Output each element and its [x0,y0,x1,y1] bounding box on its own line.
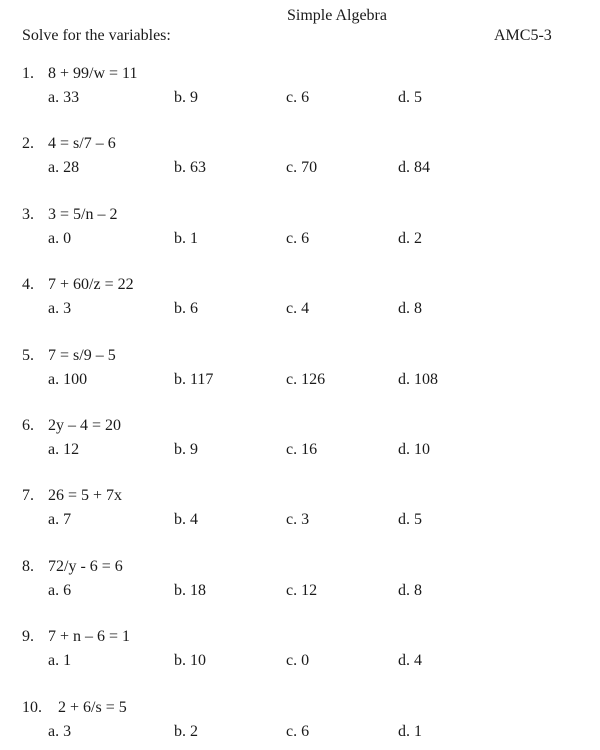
question-5 [0,347,600,397]
answer-option-b: b. 4 [174,511,198,529]
question-1 [0,65,600,115]
answer-option-a: a. 3 [48,722,72,740]
answer-option-c: c. 16 [286,441,318,458]
question-number: 8. [22,557,34,575]
answer-option-a: a. 3 [48,300,72,318]
answer-option-c: c. 126 [286,370,326,388]
worksheet-title: Simple Algebra [287,7,387,24]
question-number: 9. [22,628,34,646]
answer-option-b: b. 10 [174,652,206,670]
question-3 [0,206,600,256]
question-number: 6. [22,417,34,434]
answer-option-d: d. 108 [398,370,438,388]
answer-option-d: d. 4 [398,652,422,670]
question-number: 2. [22,135,34,153]
question-equation: 2 + 6/s = 5 [58,698,127,716]
question-equation: 4 = s/7 – 6 [48,135,116,153]
answer-option-d: d. 1 [398,722,422,740]
answer-option-c: c. 70 [286,159,318,177]
question-equation: 8 + 99/w = 11 [48,65,138,82]
question-equation: 7 = s/9 – 5 [48,346,116,364]
answer-option-b: b. 2 [174,722,198,740]
answer-option-c: c. 6 [286,722,310,740]
answer-option-b: b. 6 [174,300,198,318]
answer-option-c: c. 0 [286,652,310,670]
answer-option-a: a. 33 [48,89,80,106]
answer-option-a: a. 7 [48,511,72,529]
answer-option-d: d. 8 [398,300,422,318]
question-equation: 72/y - 6 = 6 [48,557,123,575]
question-number: 5. [22,346,34,364]
question-number: 10. [22,698,42,716]
question-number: 4. [22,276,34,294]
question-6 [0,417,600,467]
question-equation: 26 = 5 + 7x [48,487,123,505]
question-7 [0,487,600,537]
question-9 [0,628,600,678]
answer-option-a: a. 100 [48,370,88,388]
answer-option-a: a. 1 [48,652,72,670]
answer-option-d: d. 2 [398,229,422,247]
instructions: Solve for the variables: [22,27,171,44]
answer-option-d: d. 5 [398,511,422,529]
answer-option-b: b. 1 [174,229,198,247]
answer-option-c: c. 3 [286,511,310,529]
answer-option-a: a. 0 [48,229,72,247]
question-number: 1. [22,65,34,82]
question-number: 3. [22,205,34,223]
question-4 [0,276,600,326]
answer-option-c: c. 6 [286,229,310,247]
question-equation: 2y – 4 = 20 [48,417,122,434]
question-8 [0,558,600,608]
answer-option-a: a. 28 [48,159,80,177]
answer-option-b: b. 9 [174,441,198,458]
question-equation: 3 = 5/n – 2 [48,205,118,223]
answer-option-c: c. 12 [286,581,318,599]
answer-option-d: d. 10 [398,441,430,458]
answer-option-b: b. 63 [174,159,206,177]
answer-option-a: a. 6 [48,581,72,599]
answer-option-b: b. 117 [174,370,214,388]
answer-option-d: d. 8 [398,581,422,599]
worksheet-code: AMC5-3 [494,27,552,44]
question-number: 7. [22,487,34,505]
answer-option-d: d. 5 [398,89,422,106]
question-2 [0,135,600,185]
answer-option-a: a. 12 [48,441,80,458]
question-10 [0,699,600,749]
answer-option-c: c. 6 [286,89,310,106]
question-equation: 7 + 60/z = 22 [48,276,134,294]
answer-option-d: d. 84 [398,159,430,177]
answer-option-b: b. 9 [174,89,198,106]
answer-option-b: b. 18 [174,581,206,599]
question-equation: 7 + n – 6 = 1 [48,628,131,646]
answer-option-c: c. 4 [286,300,310,318]
